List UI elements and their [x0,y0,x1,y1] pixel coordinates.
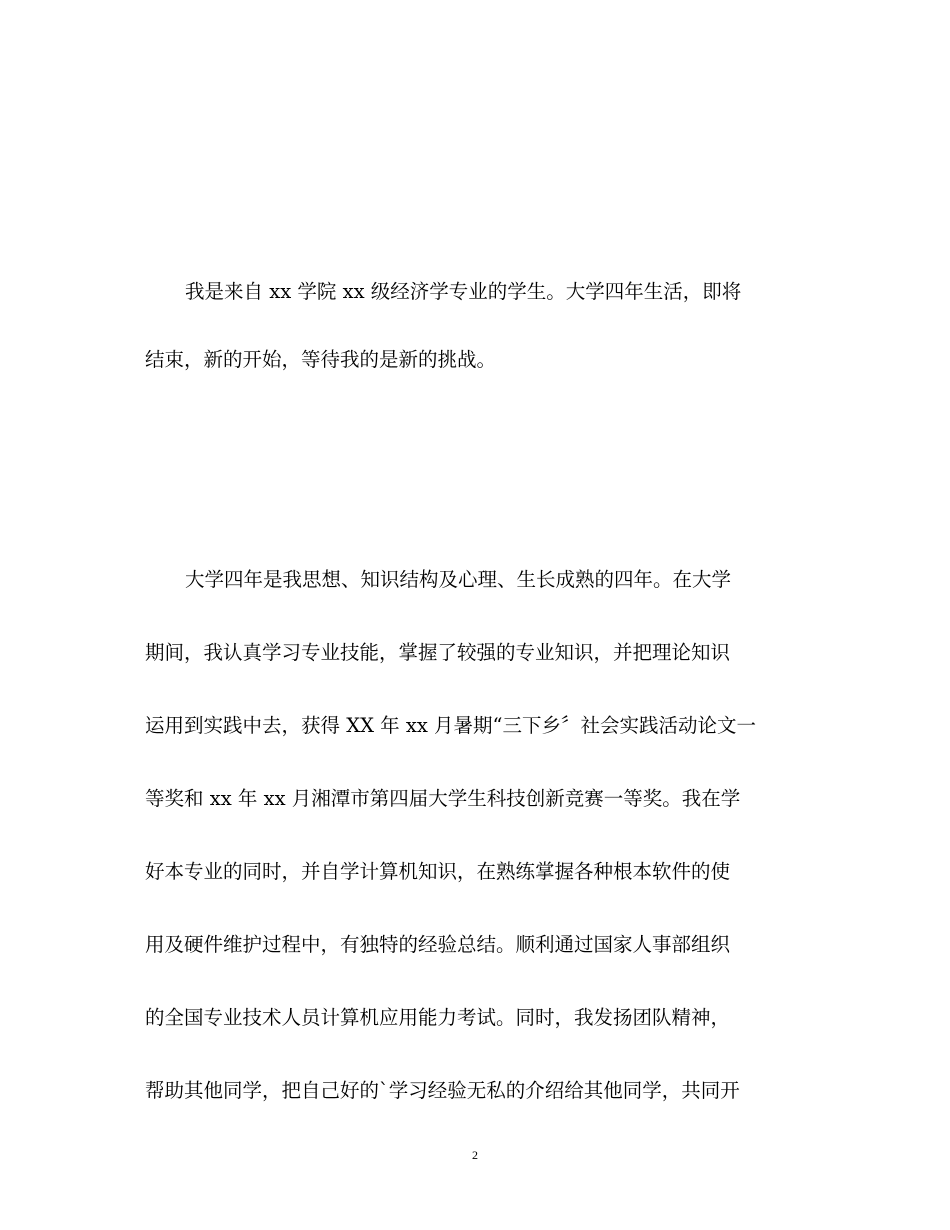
paragraph-2-line-4: 等奖和 xx 年 xx 月湘潭市第四届大学生科技创新竞赛一等奖。我在学 [145,787,741,810]
paragraph-2-line-1: 大学四年是我思想、知识结构及心理、生长成熟的四年。在大学 [185,568,732,591]
page-number: 2 [472,1148,478,1162]
paragraph-1-line-1: 我是来自 xx 学院 xx 级经济学专业的学生。大学四年生活，即将 [185,280,742,303]
paragraph-2-line-8: 帮助其他同学，把自己好的`学习经验无私的介绍给其他同学，共同开 [145,1079,740,1102]
paragraph-2-line-5: 好本专业的同时，并自学计算机知识，在熟练掌握各种根本软件的使 [145,860,731,883]
paragraph-2-line-7: 的全国专业技术人员计算机应用能力考试。同时，我发扬团队精神， [145,1006,731,1029]
paragraph-2-line-6: 用及硬件维护过程中，有独特的经验总结。顺利通过国家人事部组织 [145,933,731,956]
paragraph-2-line-2: 期间，我认真学习专业技能，掌握了较强的专业知识，并把理论知识 [145,641,731,664]
paragraph-1-line-2: 结束，新的开始，等待我的是新的挑战。 [145,348,497,371]
paragraph-2-line-3: 运用到实践中去，获得 XX 年 xx 月暑期“三下乡〞社会实践活动论文一 [145,714,757,737]
